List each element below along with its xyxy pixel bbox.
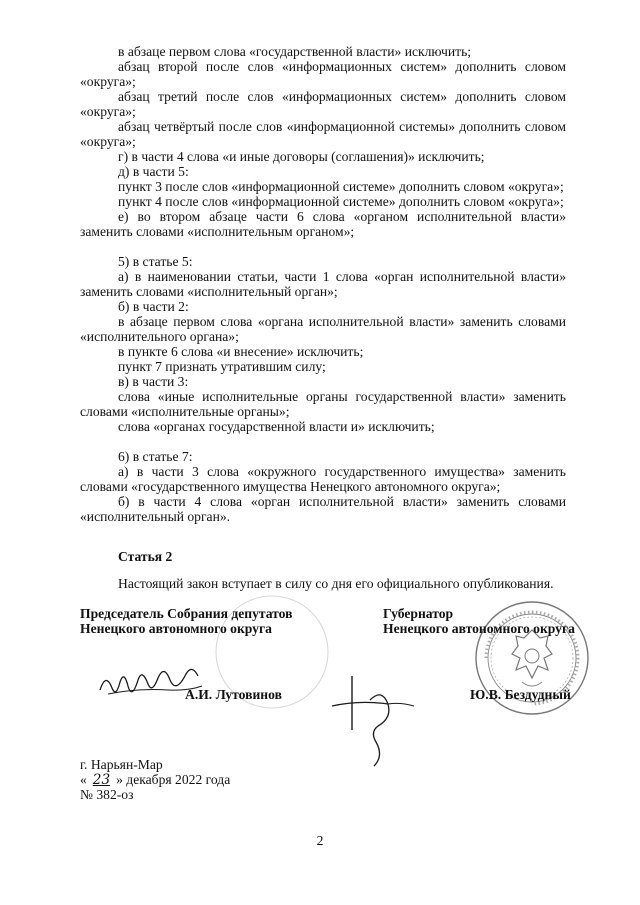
- body-line-9: е) во втором абзаце части 6 слова «органом исполнительной власти» заменить словами «исполнительным органом»;: [80, 209, 566, 239]
- right-title-line-2: Ненецкого автономного округа: [383, 621, 575, 636]
- article5-line-6: пункт 7 признать утратившим силу;: [118, 359, 326, 374]
- right-title-line-1: Губернатор: [383, 606, 454, 621]
- page-number: 2: [316, 833, 324, 848]
- date-open-quote: «: [80, 772, 87, 787]
- article2-text: Настоящий закон вступает в силу со дня его официального опубликования.: [118, 576, 554, 591]
- left-signatory-title: [80, 606, 292, 636]
- law-date: [80, 772, 230, 788]
- body-line-4: абзац четвёртый после слов «информационной системы» дополнить словом «округа»;: [80, 119, 566, 149]
- left-title-line-2: Ненецкого автономного округа: [80, 621, 272, 636]
- body-line-3: абзац третий после слов «информационных систем» дополнить словом «округа»;: [80, 89, 566, 119]
- law-number: № 382-оз: [80, 787, 134, 802]
- amendments-text: [80, 44, 566, 591]
- article6-line-3: б) в части 4 слова «орган исполнительной власти» заменить словами «исполнительный орган».: [80, 494, 566, 524]
- article5-line-1: 5) в статье 5:: [118, 254, 193, 269]
- left-handwritten-signature: [98, 660, 208, 710]
- article2-heading: Статья 2: [118, 549, 173, 564]
- body-line-2: абзац второй после слов «информационных систем» дополнить словом «округа»;: [80, 59, 566, 89]
- article5-line-8: слова «иные исполнительные органы государственной власти» заменить словами «исполнительные органы»;: [80, 389, 566, 419]
- body-line-6: д) в части 5:: [118, 164, 189, 179]
- right-signatory-title: [383, 606, 575, 636]
- right-handwritten-signature: [330, 670, 420, 770]
- article5-line-9: слова «органах государственной власти и» исключить;: [118, 419, 435, 434]
- body-line-5: г) в части 4 слова «и иные договоры (соглашения)» исключить;: [118, 149, 485, 164]
- article6-line-2: а) в части 3 слова «окружного государственного имущества» заменить словами «государственного имущества Ненецкого автономного округа»;: [80, 464, 566, 494]
- right-signatory-name: Ю.В. Бездудный: [470, 687, 571, 702]
- article5-line-5: в пункте 6 слова «и внесение» исключить;: [118, 344, 364, 359]
- date-rest: » декабря 2022 года: [116, 772, 231, 787]
- body-line-8: пункт 4 после слов «информационной системе» дополнить словом «округа»;: [118, 194, 564, 209]
- city: г. Нарьян-Мар: [80, 757, 163, 772]
- body-line-1: в абзаце первом слова «государственной власти» исключить;: [118, 44, 472, 59]
- body-line-7: пункт 3 после слов «информационной системе» дополнить словом «округа»;: [118, 179, 564, 194]
- left-title-line-1: Председатель Собрания депутатов: [80, 606, 293, 621]
- article6-line-1: 6) в статье 7:: [118, 449, 193, 464]
- article5-line-4: в абзаце первом слова «органа исполнительной власти» заменить словами «исполнительного органа»;: [80, 314, 566, 344]
- left-signatory-name: А.И. Лутовинов: [185, 687, 282, 702]
- article5-line-7: в) в части 3:: [118, 374, 189, 389]
- date-day-handwritten: 23: [92, 772, 111, 788]
- article5-line-3: б) в части 2:: [118, 299, 189, 314]
- article5-line-2: а) в наименовании статьи, части 1 слова «орган исполнительной власти» заменить словами «исполнительный орган»;: [80, 269, 566, 299]
